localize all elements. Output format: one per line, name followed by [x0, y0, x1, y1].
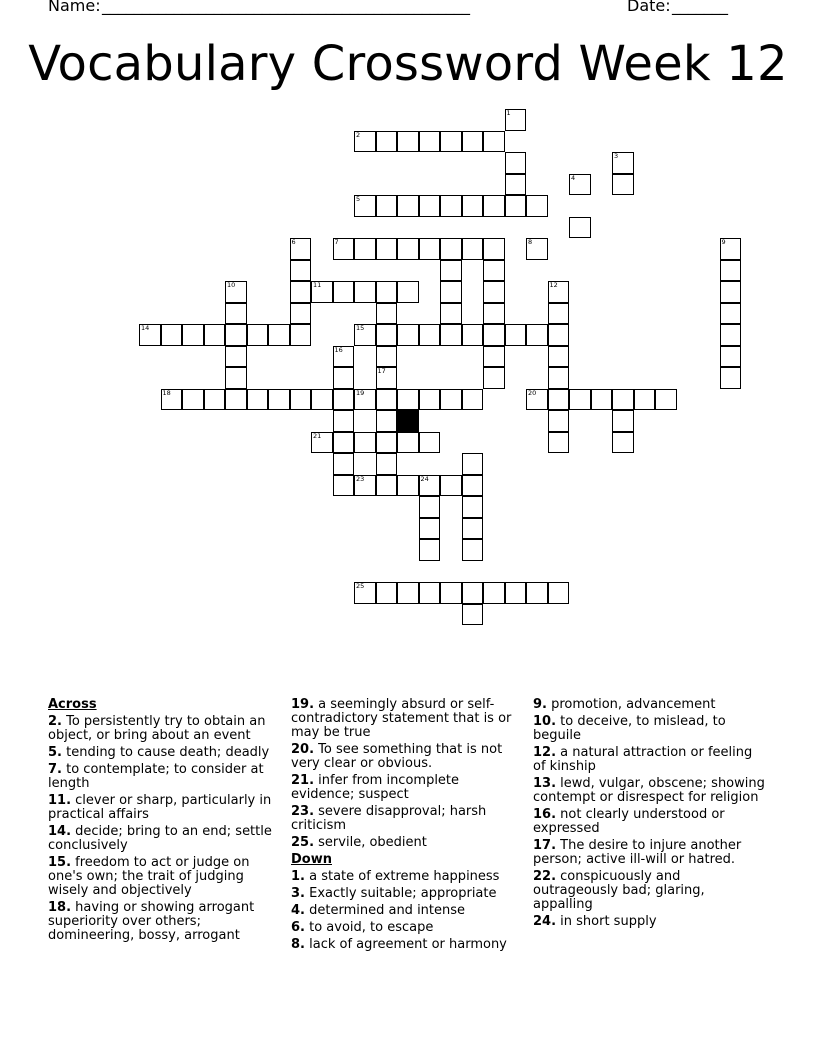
name-field-line: ______________________________________________ [102, 0, 470, 15]
grid-cell[interactable] [354, 432, 376, 454]
clue-text: having or showing arrogant superiority over others; domineering, bossy, arrogant [48, 900, 255, 943]
grid-cell[interactable] [419, 195, 441, 217]
down-clue [533, 915, 765, 929]
grid-cell[interactable] [548, 346, 570, 368]
clue-number: 14 [141, 324, 150, 332]
grid-cell[interactable] [397, 389, 419, 411]
clue-number-label: 24. [533, 914, 557, 929]
grid-cell[interactable] [440, 303, 462, 325]
date-label: Date: [627, 0, 671, 15]
clue-number: 23 [356, 474, 365, 483]
grid-cell[interactable] [290, 260, 312, 282]
grid-cell[interactable] [354, 131, 376, 153]
grid-cell[interactable] [204, 324, 226, 346]
grid-cell[interactable] [483, 131, 505, 153]
grid-cell[interactable] [462, 324, 484, 346]
clue-number-label: 4. [291, 903, 305, 918]
grid-cell[interactable] [333, 432, 355, 454]
down-clue [291, 904, 523, 918]
clue-text: lack of agreement or harmony [304, 937, 507, 952]
grid-cell[interactable] [548, 432, 570, 454]
grid-cell[interactable] [419, 582, 441, 604]
grid-cell[interactable] [440, 238, 462, 260]
grid-cell[interactable] [483, 238, 505, 260]
grid-cell[interactable] [440, 389, 462, 411]
page-title: Vocabulary Crossword Week 12 [28, 36, 788, 92]
clue-text: promotion, advancement [546, 697, 716, 712]
across-clue [291, 774, 523, 802]
grid-cell[interactable] [225, 303, 247, 325]
grid-cell[interactable] [354, 195, 376, 217]
grid-cell[interactable] [290, 324, 312, 346]
grid-cell[interactable] [311, 281, 333, 303]
clue-text: Exactly suitable; appropriate [304, 886, 497, 901]
grid-cell[interactable] [419, 496, 441, 518]
date-field-line: _______ [672, 0, 728, 15]
clue-number-label: 3. [291, 886, 305, 901]
grid-cell[interactable] [462, 518, 484, 540]
across-heading: Across [48, 697, 97, 712]
clue-number: 10 [227, 281, 236, 289]
grid-cell[interactable] [569, 389, 591, 411]
grid-cell[interactable] [720, 324, 742, 346]
clue-number-label: 11. [48, 793, 72, 808]
grid-cell[interactable] [419, 389, 441, 411]
grid-cell[interactable] [376, 582, 398, 604]
clue-text: lewd, vulgar, obscene; showing contempt or disrespect for religion [533, 776, 765, 805]
grid-cell[interactable] [483, 324, 505, 346]
grid-cell[interactable] [376, 389, 398, 411]
grid-cell[interactable] [655, 389, 677, 411]
clue-number-label: 19. [291, 697, 315, 712]
down-clue [533, 777, 765, 805]
grid-cell[interactable] [505, 324, 527, 346]
grid-cell[interactable] [161, 389, 183, 411]
grid-cell[interactable] [397, 238, 419, 260]
grid-cell[interactable] [376, 303, 398, 325]
grid-cell[interactable] [634, 389, 656, 411]
grid-cell[interactable] [720, 260, 742, 282]
grid-cell[interactable] [720, 303, 742, 325]
grid-cell[interactable] [376, 195, 398, 217]
clue-text: to contemplate; to consider at length [48, 762, 264, 791]
clue-number-label: 16. [533, 807, 557, 822]
clue-number: 16 [334, 345, 343, 354]
clue-text: severe disapproval; harsh criticism [291, 804, 487, 833]
grid-cell[interactable] [333, 346, 355, 368]
clue-number: 20 [528, 388, 537, 397]
grid-cell[interactable] [483, 281, 505, 303]
grid-cell[interactable] [397, 475, 419, 497]
clue-number: 21 [313, 431, 322, 440]
grid-cell[interactable] [440, 324, 462, 346]
grid-cell[interactable] [548, 410, 570, 432]
grid-cell[interactable] [462, 539, 484, 561]
grid-cell[interactable] [182, 389, 204, 411]
clue-number: 19 [356, 388, 365, 397]
clue-text: The desire to injure another person; active ill-will or hatred. [533, 838, 742, 867]
grid-cell[interactable] [376, 475, 398, 497]
grid-cell[interactable] [354, 475, 376, 497]
grid-cell[interactable] [204, 389, 226, 411]
grid-cell[interactable] [505, 109, 527, 131]
grid-cell[interactable] [548, 324, 570, 346]
grid-cell[interactable] [290, 281, 312, 303]
clue-number: 25 [356, 582, 365, 590]
grid-cell[interactable] [354, 281, 376, 303]
clue-number-label: 21. [291, 773, 315, 788]
clue-number: 5 [356, 195, 361, 203]
grid-cell[interactable] [376, 281, 398, 303]
grid-cell[interactable] [612, 389, 634, 411]
grid-cell[interactable] [268, 389, 290, 411]
grid-cell[interactable] [526, 582, 548, 604]
grid-cell[interactable] [483, 303, 505, 325]
clue-number-label: 5. [48, 745, 62, 760]
clue-number-label: 13. [533, 776, 557, 791]
down-clue [291, 921, 523, 935]
grid-cell[interactable] [591, 389, 613, 411]
grid-cell[interactable] [612, 410, 634, 432]
name-label: Name: [48, 0, 101, 15]
grid-cell[interactable] [376, 238, 398, 260]
grid-cell[interactable] [376, 131, 398, 153]
clue-text: in short supply [556, 914, 657, 929]
grid-cell[interactable] [419, 324, 441, 346]
clue-number: 6 [291, 238, 296, 246]
grid-cell[interactable] [548, 281, 570, 303]
grid-cell[interactable] [333, 475, 355, 497]
clue-text: infer from incomplete evidence; suspect [291, 773, 460, 802]
clue-number-label: 18. [48, 900, 72, 915]
clues-column-2 [291, 698, 523, 955]
clue-text: determined and intense [304, 903, 466, 918]
grid-cell[interactable] [397, 131, 419, 153]
across-clue [48, 715, 280, 743]
down-clue [533, 808, 765, 836]
down-clue [533, 746, 765, 774]
grid-cell[interactable] [483, 195, 505, 217]
grid-cell[interactable] [505, 582, 527, 604]
grid-cell[interactable] [505, 174, 527, 196]
grid-cell[interactable] [376, 367, 398, 389]
grid-cell[interactable] [526, 195, 548, 217]
across-clue [48, 901, 280, 943]
grid-cell[interactable] [333, 410, 355, 432]
grid-cell[interactable] [505, 152, 527, 174]
grid-cell[interactable] [419, 238, 441, 260]
grid-cell[interactable] [397, 432, 419, 454]
grid-cell[interactable] [462, 453, 484, 475]
grid-cell[interactable] [397, 324, 419, 346]
clue-number-label: 1. [291, 869, 305, 884]
clue-text: a seemingly absurd or self-contradictory statement that is or may be true [291, 697, 512, 740]
grid-cell[interactable] [311, 432, 333, 454]
across-clue [48, 856, 280, 898]
clues-column-3 [533, 698, 765, 932]
clue-text: to deceive, to mislead, to beguile [533, 714, 726, 743]
clue-text: tending to cause death; deadly [61, 745, 270, 760]
grid-cell[interactable] [225, 389, 247, 411]
grid-cell[interactable] [612, 432, 634, 454]
clue-text: servile, obedient [314, 835, 427, 850]
grid-cell[interactable] [483, 260, 505, 282]
clue-number-label: 17. [533, 838, 557, 853]
clue-number: 8 [528, 238, 533, 246]
grid-cell[interactable] [290, 303, 312, 325]
grid-cell[interactable] [720, 281, 742, 303]
clue-number: 9 [721, 238, 726, 246]
down-clue [291, 887, 523, 901]
clue-number: 4 [571, 173, 576, 182]
grid-cell[interactable] [225, 324, 247, 346]
clue-text: conspicuously and outrageously bad; glaring, appalling [533, 869, 705, 912]
down-clue [533, 839, 765, 867]
across-clue [48, 825, 280, 853]
across-clue [291, 743, 523, 771]
clue-text: freedom to act or judge on one's own; the trait of judging wisely and objectively [48, 855, 250, 898]
grid-cell[interactable] [720, 238, 742, 260]
clue-number: 17 [377, 367, 386, 375]
grid-cell[interactable] [397, 281, 419, 303]
clue-number-label: 22. [533, 869, 557, 884]
grid-cell[interactable] [462, 604, 484, 626]
clue-number-label: 9. [533, 697, 547, 712]
grid-cell[interactable] [720, 346, 742, 368]
clue-number-label: 25. [291, 835, 315, 850]
grid-cell[interactable] [548, 367, 570, 389]
clue-number: 18 [162, 388, 171, 397]
grid-cell[interactable] [548, 389, 570, 411]
clue-number: 3 [614, 152, 619, 160]
grid-cell[interactable] [569, 217, 591, 239]
grid-cell[interactable] [333, 281, 355, 303]
down-clue [533, 698, 765, 712]
across-clue [48, 763, 280, 791]
clues-column-1 [48, 698, 280, 946]
grid-cell[interactable] [290, 238, 312, 260]
grid-cell[interactable] [419, 131, 441, 153]
clue-text: a natural attraction or feeling of kinship [533, 745, 753, 774]
grid-cell[interactable] [440, 260, 462, 282]
grid-cell[interactable] [440, 582, 462, 604]
grid-cell[interactable] [419, 518, 441, 540]
clue-number-label: 23. [291, 804, 315, 819]
clue-text: to avoid, to escape [304, 920, 434, 935]
grid-cell[interactable] [462, 389, 484, 411]
grid-cell[interactable] [376, 453, 398, 475]
clue-number-label: 20. [291, 742, 315, 757]
down-clue [533, 870, 765, 912]
grid-cell[interactable] [397, 582, 419, 604]
across-clue [291, 836, 523, 850]
clue-number: 7 [334, 238, 339, 246]
grid-cell[interactable] [483, 346, 505, 368]
grid-cell[interactable] [483, 582, 505, 604]
clue-number-label: 10. [533, 714, 557, 729]
grid-cell[interactable] [440, 475, 462, 497]
grid-cell[interactable] [397, 195, 419, 217]
across-clue [48, 746, 280, 760]
clue-number: 11 [313, 281, 322, 289]
grid-cell[interactable] [376, 432, 398, 454]
clue-text: To see something that is not very clear or obvious. [291, 742, 503, 771]
grid-cell[interactable] [311, 389, 333, 411]
across-clue [48, 794, 280, 822]
clue-text: a state of extreme happiness [304, 869, 500, 884]
black-square [397, 410, 419, 432]
header [48, 0, 768, 20]
clue-number-label: 12. [533, 745, 557, 760]
grid-cell[interactable] [376, 346, 398, 368]
grid-cell[interactable] [247, 324, 269, 346]
clue-number-label: 2. [48, 714, 62, 729]
grid-cell[interactable] [376, 410, 398, 432]
clue-text: decide; bring to an end; settle conclusively [48, 824, 272, 853]
grid-cell[interactable] [548, 303, 570, 325]
grid-cell[interactable] [376, 324, 398, 346]
clue-number: 1 [506, 109, 511, 117]
grid-cell[interactable] [462, 475, 484, 497]
clue-number-label: 8. [291, 937, 305, 952]
down-clue [533, 715, 765, 743]
grid-cell[interactable] [161, 324, 183, 346]
clue-number: 24 [420, 474, 429, 483]
grid-cell[interactable] [333, 238, 355, 260]
grid-cell[interactable] [333, 367, 355, 389]
grid-cell[interactable] [548, 582, 570, 604]
clue-text: not clearly understood or expressed [533, 807, 725, 836]
grid-cell[interactable] [462, 195, 484, 217]
clue-number-label: 14. [48, 824, 72, 839]
grid-cell[interactable] [225, 367, 247, 389]
grid-cell[interactable] [483, 367, 505, 389]
grid-cell[interactable] [333, 453, 355, 475]
grid-cell[interactable] [354, 582, 376, 604]
grid-cell[interactable] [612, 174, 634, 196]
grid-cell[interactable] [247, 389, 269, 411]
grid-cell[interactable] [526, 238, 548, 260]
grid-cell[interactable] [333, 389, 355, 411]
grid-cell[interactable] [354, 389, 376, 411]
down-clue [291, 938, 523, 952]
grid-cell[interactable] [569, 174, 591, 196]
down-heading: Down [291, 852, 332, 867]
clue-number-label: 15. [48, 855, 72, 870]
grid-cell[interactable] [268, 324, 290, 346]
clue-number: 12 [549, 281, 558, 289]
grid-cell[interactable] [182, 324, 204, 346]
grid-cell[interactable] [462, 582, 484, 604]
across-clue [291, 698, 523, 740]
clue-number: 2 [356, 130, 361, 139]
grid-cell[interactable] [419, 475, 441, 497]
grid-cell[interactable] [462, 496, 484, 518]
grid-cell[interactable] [354, 324, 376, 346]
clue-text: clever or sharp, particularly in practical affairs [48, 793, 272, 822]
grid-cell[interactable] [139, 324, 161, 346]
grid-cell[interactable] [354, 238, 376, 260]
clue-number-label: 6. [291, 920, 305, 935]
grid-cell[interactable] [462, 238, 484, 260]
grid-cell[interactable] [419, 432, 441, 454]
grid-cell[interactable] [612, 152, 634, 174]
clue-text: To persistently try to obtain an object, or bring about an event [48, 714, 266, 743]
down-clue [291, 870, 523, 884]
grid-cell[interactable] [462, 131, 484, 153]
grid-cell[interactable] [526, 324, 548, 346]
grid-cell[interactable] [505, 195, 527, 217]
clue-number: 15 [356, 324, 365, 332]
grid-cell[interactable] [225, 346, 247, 368]
grid-cell[interactable] [225, 281, 247, 303]
grid-cell[interactable] [526, 389, 548, 411]
grid-cell[interactable] [290, 389, 312, 411]
grid-cell[interactable] [419, 539, 441, 561]
grid-cell[interactable] [720, 367, 742, 389]
grid-cell[interactable] [440, 131, 462, 153]
grid-cell[interactable] [440, 281, 462, 303]
grid-cell[interactable] [440, 195, 462, 217]
clue-number-label: 7. [48, 762, 62, 777]
across-clue [291, 805, 523, 833]
